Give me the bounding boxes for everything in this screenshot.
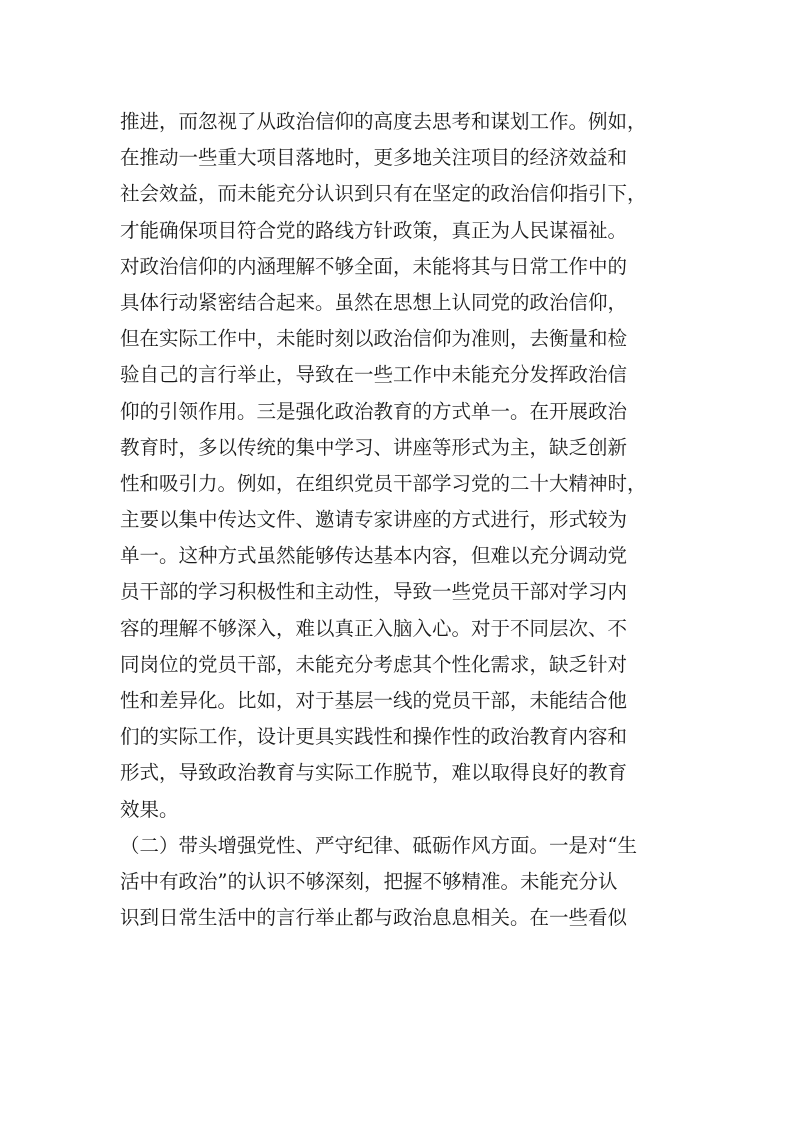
text-line: 效果。 (120, 797, 179, 821)
text-line: 具体行动紧密结合起来。虽然在思想上认同党的政治信仰， (120, 290, 628, 314)
text-line: 对政治信仰的内涵理解不够全面，未能将其与日常工作中的 (120, 254, 628, 278)
text-line: 员干部的学习积极性和主动性，导致一些党员干部对学习内 (120, 580, 628, 604)
text-line: 形式，导致政治教育与实际工作脱节，难以取得良好的教育 (120, 761, 628, 785)
text-line: 社会效益，而未能充分认识到只有在坚定的政治信仰指引下， (120, 182, 647, 206)
text-line: 单一。这种方式虽然能够传达基本内容，但难以充分调动党 (120, 544, 628, 568)
text-line: 推进，而忽视了从政治信仰的高度去思考和谋划工作。例如， (120, 110, 647, 133)
body-text (120, 104, 680, 936)
text-line: 容的理解不够深入，难以真正入脑入心。对于不同层次、不 (120, 616, 628, 640)
text-line: 但在实际工作中，未能时刻以政治信仰为准则，去衡量和检 (120, 327, 628, 351)
text-line: 性和吸引力。例如，在组织党员干部学习党的二十大精神时， (120, 471, 647, 495)
text-line: 同岗位的党员干部，未能充分考虑其个性化需求，缺乏针对 (120, 652, 628, 676)
text-line: 才能确保项目符合党的路线方针政策，真正为人民谋福祉。 (120, 218, 628, 242)
text-line: 在推动一些重大项目落地时，更多地关注项目的经济效益和 (120, 146, 628, 170)
text-line: 主要以集中传达文件、邀请专家讲座的方式进行，形式较为 (120, 508, 628, 532)
text-line: 验自己的言行举止，导致在一些工作中未能充分发挥政治信 (120, 363, 628, 387)
text-line: 性和差异化。比如，对于基层一线的党员干部，未能结合他 (120, 689, 628, 712)
text-line: 识到日常生活中的言行举止都与政治息息相关。在一些看似 (120, 906, 628, 930)
text-line: 仰的引领作用。三是强化政治教育的方式单一。在开展政治 (120, 399, 628, 423)
text-line: 们的实际工作，设计更具实践性和操作性的政治教育内容和 (120, 725, 628, 749)
section-heading-line: （二）带头增强党性、严守纪律、砥砺作风方面。一是对“生 (120, 833, 637, 857)
text-line: 活中有政治”的认识不够深刻，把握不够精准。未能充分认 (120, 869, 618, 893)
text-line: 教育时，多以传统的集中学习、讲座等形式为主，缺乏创新 (120, 435, 628, 459)
